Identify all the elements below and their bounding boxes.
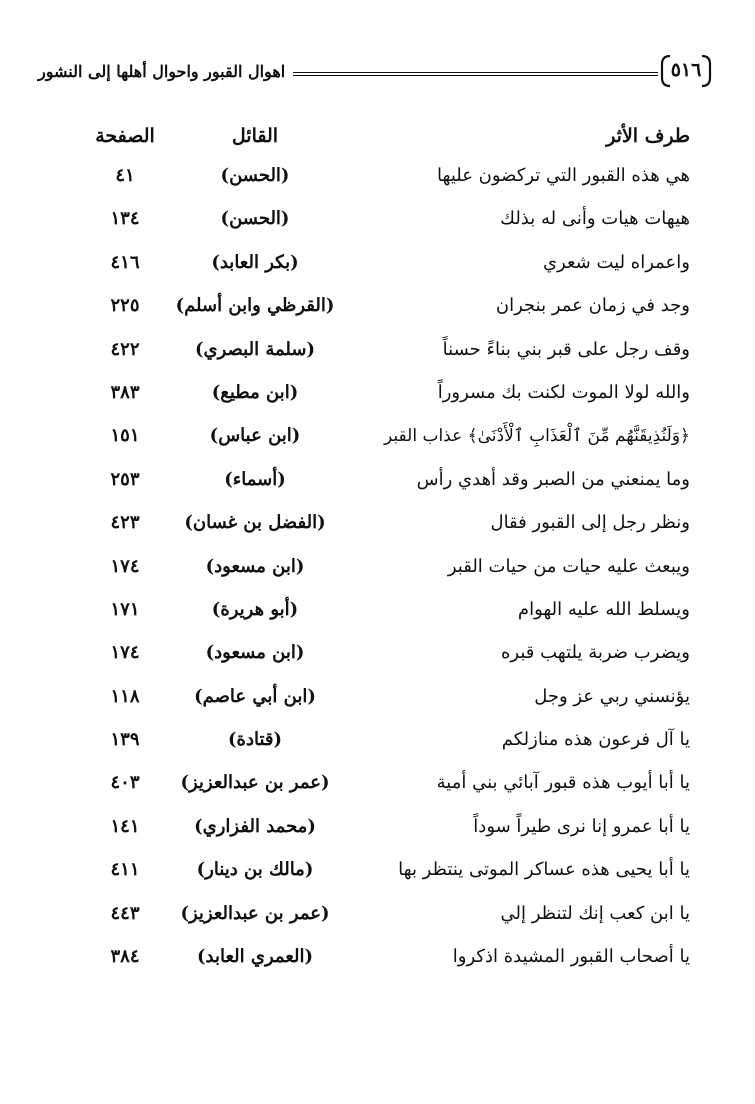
speaker-cell: (عمر بن عبدالعزيز) [180,902,330,924]
athar-text-cell: يا أصحاب القبور المشيدة اذكروا [452,946,690,968]
athar-text-cell: والله لولا الموت لكنت بك مسروراً [437,381,690,403]
speaker-cell: (الحسن) [220,165,290,186]
athar-text-cell: ﴿وَلَنُذِيقَنَّهُم مِّنَ ٱلْعَذَابِ ٱلْأَدْنَىٰ﴾ عذاب القبر [384,426,690,447]
athar-text-cell: ويضرب ضربة يلتهب قبره [501,642,690,664]
speaker-cell: (أبو هريرة) [211,598,299,620]
page-number-cell: ٤١١ [110,859,140,881]
athar-text-cell: يا أبا عمرو إنا نرى طيراً سوداً [473,815,690,837]
table-body [60,165,690,989]
table-row [60,425,690,468]
speaker-cell: (مالك بن دينار) [196,859,314,881]
table-row [60,556,690,599]
page-number-cell: ٣٨٣ [110,381,140,403]
athar-text-cell: وما يمنعني من الصبر وقد أهدي رأس [416,468,690,490]
table-row [60,252,690,295]
table-row [60,339,690,382]
athar-text-cell: يؤنسني ربي عز وجل [534,685,690,707]
page-number-cell: ١١٨ [110,685,140,707]
page-number-cell: ٣٨٤ [110,946,140,968]
page-header [38,52,702,92]
speaker-cell: (عمر بن عبدالعزيز) [180,772,330,794]
page-number-badge [660,52,712,90]
athar-text-cell: يا أبا أيوب هذه قبور آبائي بني أمية [436,772,690,794]
page-number-cell: ١٣٩ [110,729,140,751]
table-row [60,469,690,512]
table-row [60,382,690,425]
speaker-cell: (الفضل بن غسان) [184,512,326,534]
table-row [60,772,690,815]
athar-index-table [60,125,690,989]
page-number-cell: ٤٢٢ [110,338,140,360]
athar-text-cell: ويسلط الله عليه الهوام [517,598,690,620]
athar-text-cell: هي هذه القبور التي تركضون عليها [437,165,690,186]
page-number-cell: ٢٢٥ [110,295,140,317]
page-number: ٥١٦ [670,59,702,81]
athar-text-cell: وجد في زمان عمر بنجران [495,295,690,317]
page-number-cell: ١٤١ [110,815,140,837]
page-number-cell: ١٣٤ [110,208,140,230]
speaker-cell: (ابن مسعود) [205,642,305,664]
speaker-cell: (ابن أبي عاصم) [194,685,316,707]
page-number-cell: ٤٠٣ [110,772,140,794]
table-header-row [60,125,690,165]
column-header-text: طرف الأثر [606,125,690,147]
speaker-cell: (بكر العابد) [211,251,299,273]
athar-text-cell: ويبعث عليه حيات من حيات القبر [447,555,690,577]
page-number-cell: ٤٤٣ [110,902,140,924]
speaker-cell: (أسماء) [224,468,286,490]
table-row [60,642,690,685]
header-rule [293,72,658,76]
athar-text-cell: واعمراه ليت شعري [542,251,690,273]
table-row [60,599,690,642]
athar-text-cell: يا آل فرعون هذه منازلكم [501,729,690,751]
page-number-cell: ٤١ [115,165,135,186]
speaker-cell: (محمد الفزاري) [194,815,316,837]
page-number-cell: ١٧١ [110,598,140,620]
speaker-cell: (القرظي وابن أسلم) [175,295,335,317]
page-number-cell: ١٧٤ [110,642,140,664]
speaker-cell: (قتادة) [228,729,282,751]
athar-text-cell: هيهات هيات وأنى له بذلك [500,208,690,230]
speaker-cell: (الحسن) [220,208,290,230]
table-row [60,512,690,555]
speaker-cell: (ابن عباس) [209,425,301,447]
speaker-cell: (ابن مطيع) [211,381,299,403]
speaker-cell: (العمري العابد) [196,946,313,968]
page-number-cell: ١٧٤ [110,555,140,577]
table-row [60,859,690,902]
speaker-cell: (سلمة البصري) [195,338,315,360]
book-title: اهوال القبور واحوال أهلها إلى النشور [38,62,286,81]
table-row [60,816,690,859]
page-number-cell: ٢٥٣ [110,468,140,490]
athar-text-cell: وقف رجل على قبر بني بناءً حسناً [442,338,690,360]
table-row [60,686,690,729]
table-row [60,946,690,989]
column-header-page: الصفحة [95,125,155,147]
table-row [60,903,690,946]
athar-text-cell: يا أبا يحيى هذه عساكر الموتى ينتظر بها [398,859,690,881]
table-row [60,295,690,338]
page-number-cell: ٤٢٣ [110,512,140,534]
athar-text-cell: ونظر رجل إلى القبور فقال [490,512,690,534]
athar-text-cell: يا ابن كعب إنك لتنظر إلي [500,902,690,924]
table-row [60,165,690,208]
table-row [60,729,690,772]
table-row [60,208,690,251]
column-header-speaker: القائل [231,125,279,147]
page-number-cell: ٤١٦ [110,251,140,273]
page-number-cell: ١٥١ [110,425,140,447]
speaker-cell: (ابن مسعود) [205,555,305,577]
